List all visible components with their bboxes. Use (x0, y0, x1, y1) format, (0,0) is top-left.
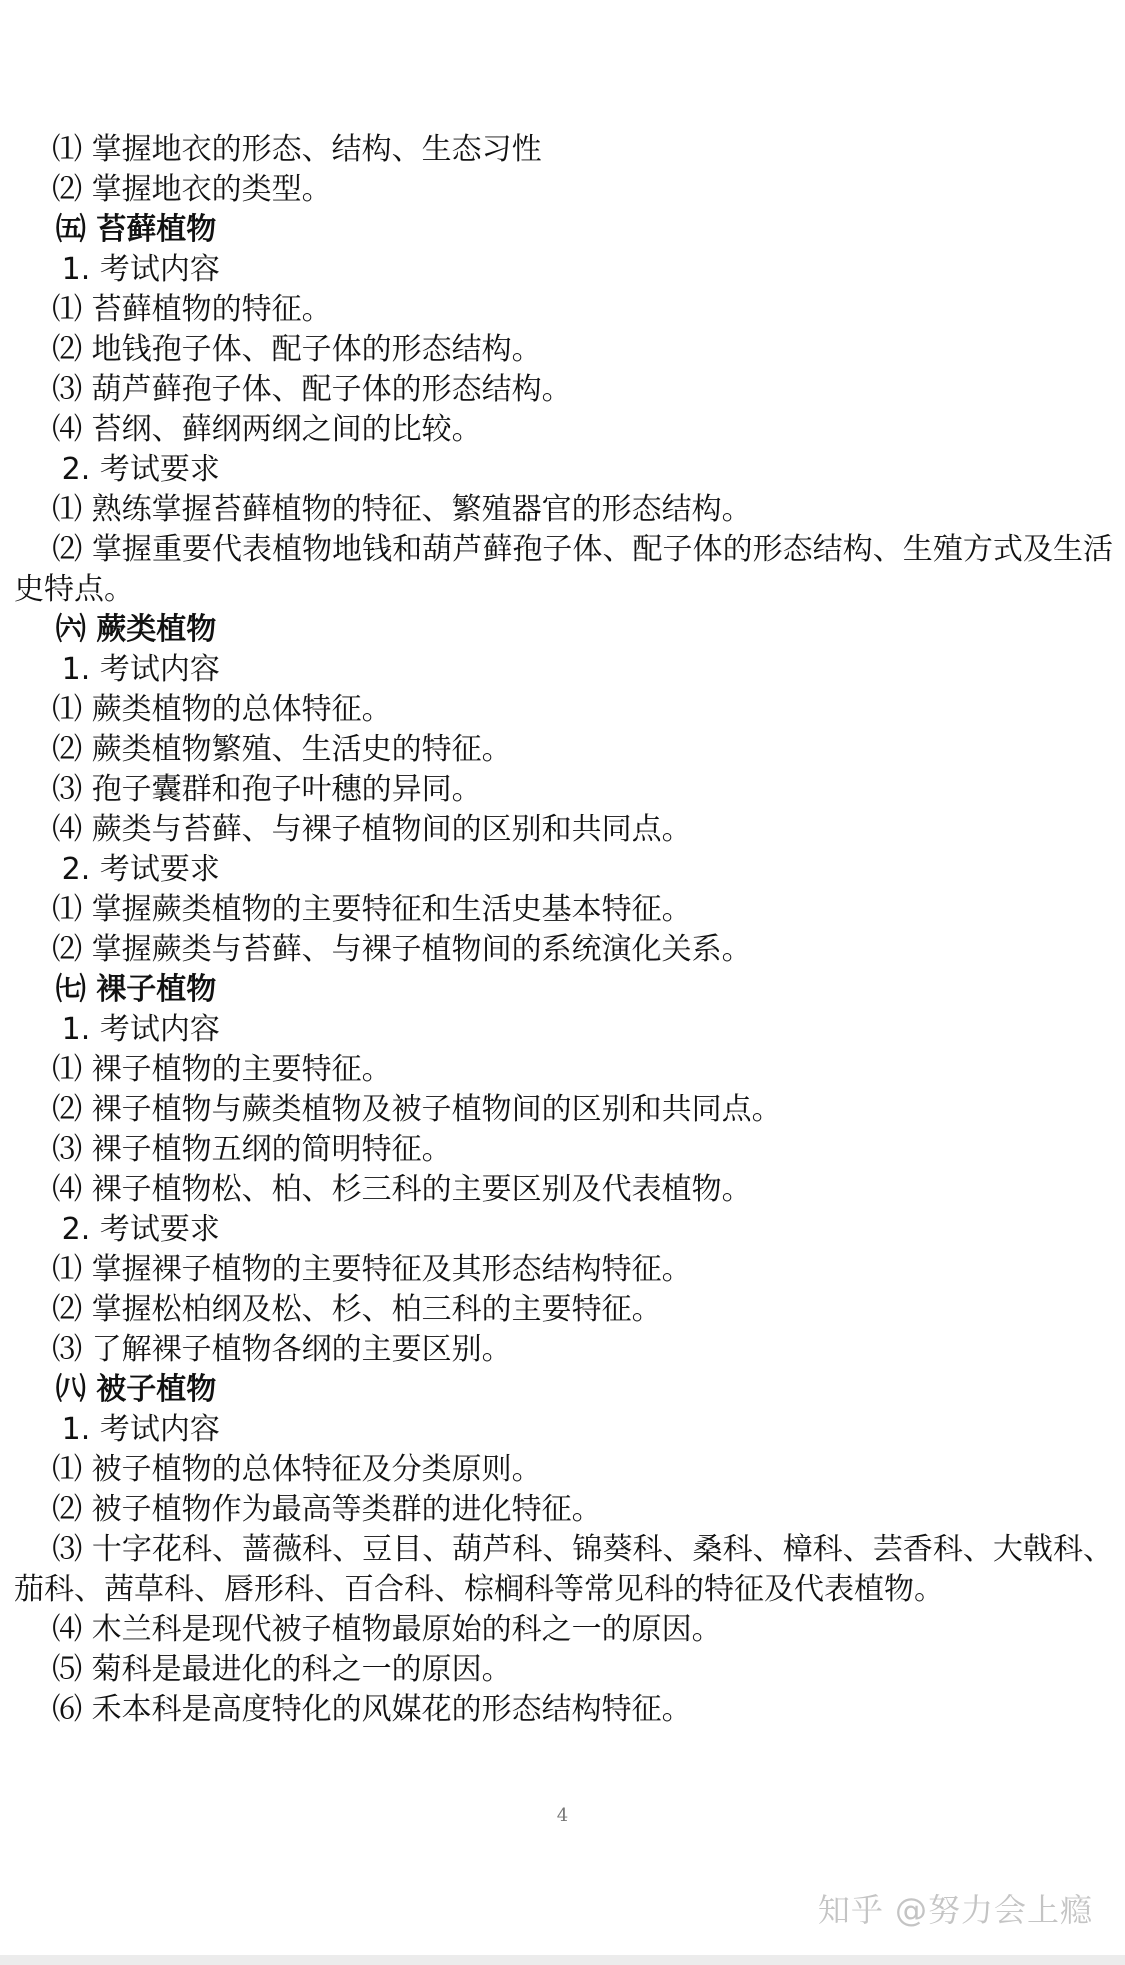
text-line: ⑷ 木兰科是现代被子植物最原始的科之一的原因。 (14, 1612, 722, 1647)
document-body (0, 130, 1125, 1730)
text-line: ⑶ 葫芦藓孢子体、配子体的形态结构。 (14, 372, 572, 407)
page-number: 4 (556, 1805, 569, 1826)
text-line: ⑶ 裸子植物五纲的简明特征。 (14, 1132, 452, 1167)
text-line: ⑷ 裸子植物松、柏、杉三科的主要区别及代表植物。 (14, 1172, 752, 1207)
text-line: ⑷ 蕨类与苔藓、与裸子植物间的区别和共同点。 (14, 812, 692, 847)
section-heading: ㈥ 蕨类植物 (14, 612, 217, 647)
text-line: ⑶ 了解裸子植物各纲的主要区别。 (14, 1332, 512, 1367)
text-line: ⑴ 掌握蕨类植物的主要特征和生活史基本特征。 (14, 892, 692, 927)
bottom-bar (0, 1955, 1125, 1965)
text-line: ⑴ 被子植物的总体特征及分类原则。 (14, 1452, 542, 1487)
text-line: ⑵ 掌握蕨类与苔藓、与裸子植物间的系统演化关系。 (14, 932, 752, 967)
text-line: ⑵ 掌握地衣的类型。 (14, 172, 332, 207)
text-line: ⑵ 掌握松柏纲及松、杉、柏三科的主要特征。 (14, 1292, 662, 1327)
text-line: ⑴ 裸子植物的主要特征。 (14, 1052, 392, 1087)
text-line: ⑵ 被子植物作为最高等类群的进化特征。 (14, 1492, 602, 1527)
text-line: 2. 考试要求 (14, 452, 220, 487)
text-line: ⑵ 裸子植物与蕨类植物及被子植物间的区别和共同点。 (14, 1092, 782, 1127)
text-line: ⑴ 掌握地衣的形态、结构、生态习性 (14, 132, 542, 167)
text-line: ⑵ 地钱孢子体、配子体的形态结构。 (14, 332, 542, 367)
text-line: 1. 考试内容 (14, 1412, 220, 1447)
text-line: 1. 考试内容 (14, 1012, 220, 1047)
section-heading: ㈦ 裸子植物 (14, 972, 217, 1007)
text-line: 2. 考试要求 (14, 1212, 220, 1247)
text-line: ⑷ 苔纲、藓纲两纲之间的比较。 (14, 412, 482, 447)
text-line: ⑸ 菊科是最进化的科之一的原因。 (14, 1652, 512, 1687)
text-line: ⑴ 苔藓植物的特征。 (14, 292, 332, 327)
watermark: 知乎 @努力会上瘾 (817, 1891, 1093, 1929)
text-line: 2. 考试要求 (14, 852, 220, 887)
text-line: 1. 考试内容 (14, 252, 220, 287)
text-line: ⑴ 熟练掌握苔藓植物的特征、繁殖器官的形态结构。 (14, 492, 752, 527)
text-line: ⑶ 孢子囊群和孢子叶穗的异同。 (14, 772, 482, 807)
text-line: 1. 考试内容 (14, 652, 220, 687)
text-line: ⑶ 十字花科、蔷薇科、豆目、葫芦科、锦葵科、桑科、樟科、芸香科、大戟科、茄科、茜草科、唇形科、百合科、棕榈科等常见科的特征及代表植物。 (14, 1532, 1113, 1607)
section-heading: ㈤ 苔藓植物 (14, 212, 217, 247)
text-line: ⑴ 蕨类植物的总体特征。 (14, 692, 392, 727)
section-heading: ㈧ 被子植物 (14, 1372, 217, 1407)
text-line: ⑵ 掌握重要代表植物地钱和葫芦藓孢子体、配子体的形态结构、生殖方式及生活史特点。 (14, 532, 1113, 607)
text-line: ⑹ 禾本科是高度特化的风媒花的形态结构特征。 (14, 1692, 692, 1727)
text-line: ⑴ 掌握裸子植物的主要特征及其形态结构特征。 (14, 1252, 692, 1287)
text-line: ⑵ 蕨类植物繁殖、生活史的特征。 (14, 732, 512, 767)
